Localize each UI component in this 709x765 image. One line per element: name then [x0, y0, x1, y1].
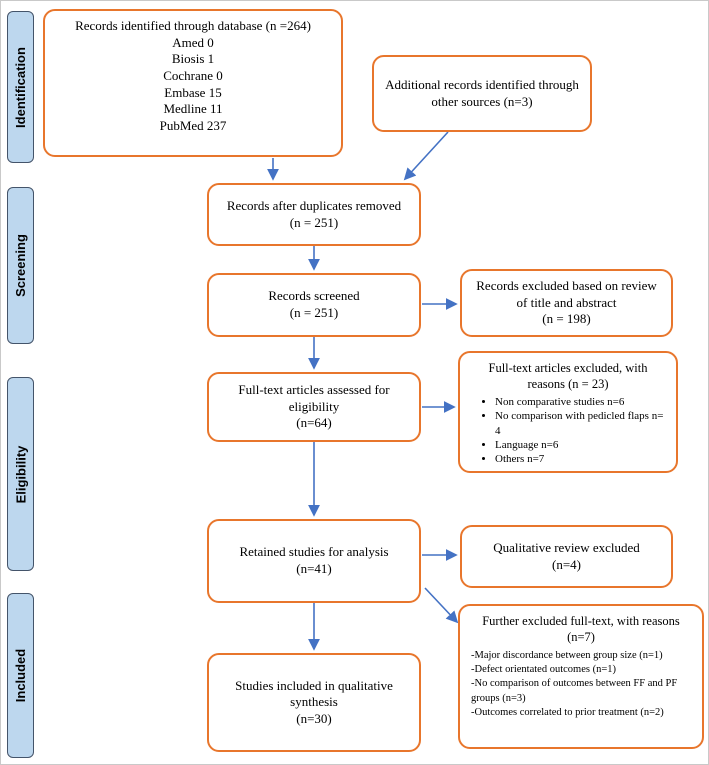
stage-label-identification	[7, 11, 34, 163]
stage-label-text: Screening	[13, 234, 29, 297]
box-included-synthesis	[207, 653, 421, 752]
exclusion-reason: • No comparison with pedicled flaps n= 4	[495, 409, 667, 438]
box-title: Records identified through database (n =264)	[75, 18, 311, 33]
box-fulltext-assessed	[207, 372, 421, 442]
box-text: Additional records identified through other sources (n=3)	[385, 76, 579, 109]
box-count: (n=64)	[296, 415, 332, 431]
exclusion-reason: • Non comparative studies n=6	[495, 395, 667, 409]
box-count: (n=41)	[296, 561, 332, 576]
box-title: Full-text articles excluded, with reasons (n = 23)	[488, 361, 648, 391]
box-count: (n = 251)	[289, 305, 339, 320]
further-exclusion-reasons	[469, 649, 693, 720]
box-count: (n = 251)	[289, 214, 339, 230]
box-count: (n=30)	[296, 710, 332, 726]
box-fulltext-excluded	[458, 351, 678, 473]
db-source-line: Cochrane 0	[163, 67, 223, 83]
box-qualitative-excluded	[460, 525, 673, 588]
exclusion-reason: • Language n=6	[495, 438, 667, 452]
box-retained-studies	[207, 519, 421, 603]
exclusion-reasons-list	[469, 395, 667, 466]
arrow-additional-to-duplicates	[405, 132, 448, 179]
stage-label-screening	[7, 187, 34, 344]
db-source-line: Embase 15	[164, 84, 222, 100]
exclusion-reason: -Outcomes correlated to prior treatment (n=2)	[471, 706, 664, 718]
box-records-after-duplicates	[207, 183, 421, 246]
exclusion-reason: • Others n=7	[495, 452, 667, 466]
box-text: Records excluded based on review of title and abstract	[476, 278, 657, 310]
exclusion-reason: -No comparison of outcomes between FF and PF groups (n=3)	[471, 678, 678, 704]
box-text: Retained studies for analysis	[239, 544, 389, 560]
stage-label-included	[7, 593, 34, 758]
stage-label-eligibility	[7, 377, 34, 571]
box-records-screened	[207, 273, 421, 337]
box-text: Qualitative review excluded	[493, 539, 640, 555]
exclusion-reason: -Major discordance between group size (n=1)	[471, 650, 663, 661]
box-text: Records screened	[268, 288, 360, 304]
exclusion-reason: -Defect orientated outcomes (n=1)	[471, 664, 616, 676]
db-source-line: Amed 0	[172, 34, 214, 50]
db-source-line: Biosis 1	[171, 51, 215, 67]
box-records-identified-database	[43, 9, 343, 157]
box-further-excluded	[458, 604, 704, 749]
box-additional-records	[372, 55, 592, 132]
db-source-line: Medline 11	[163, 101, 223, 117]
stage-label-text: Identification	[13, 46, 29, 128]
box-count: (n=4)	[552, 556, 581, 572]
arrow-retained-to-further-excluded	[425, 588, 457, 622]
box-title: Further excluded full-text, with reasons (n=7)	[482, 614, 680, 644]
stage-label-text: Eligibility	[13, 445, 29, 503]
db-source-line: PubMed 237	[159, 117, 227, 133]
box-count: (n = 198)	[542, 311, 591, 327]
box-text: Full-text articles assessed for eligibility	[238, 382, 390, 414]
box-text: Studies included in qualitative synthesis	[235, 677, 393, 710]
box-text: Records after duplicates removed	[226, 197, 402, 213]
box-records-excluded	[460, 269, 673, 337]
stage-label-text: Included	[13, 648, 29, 703]
